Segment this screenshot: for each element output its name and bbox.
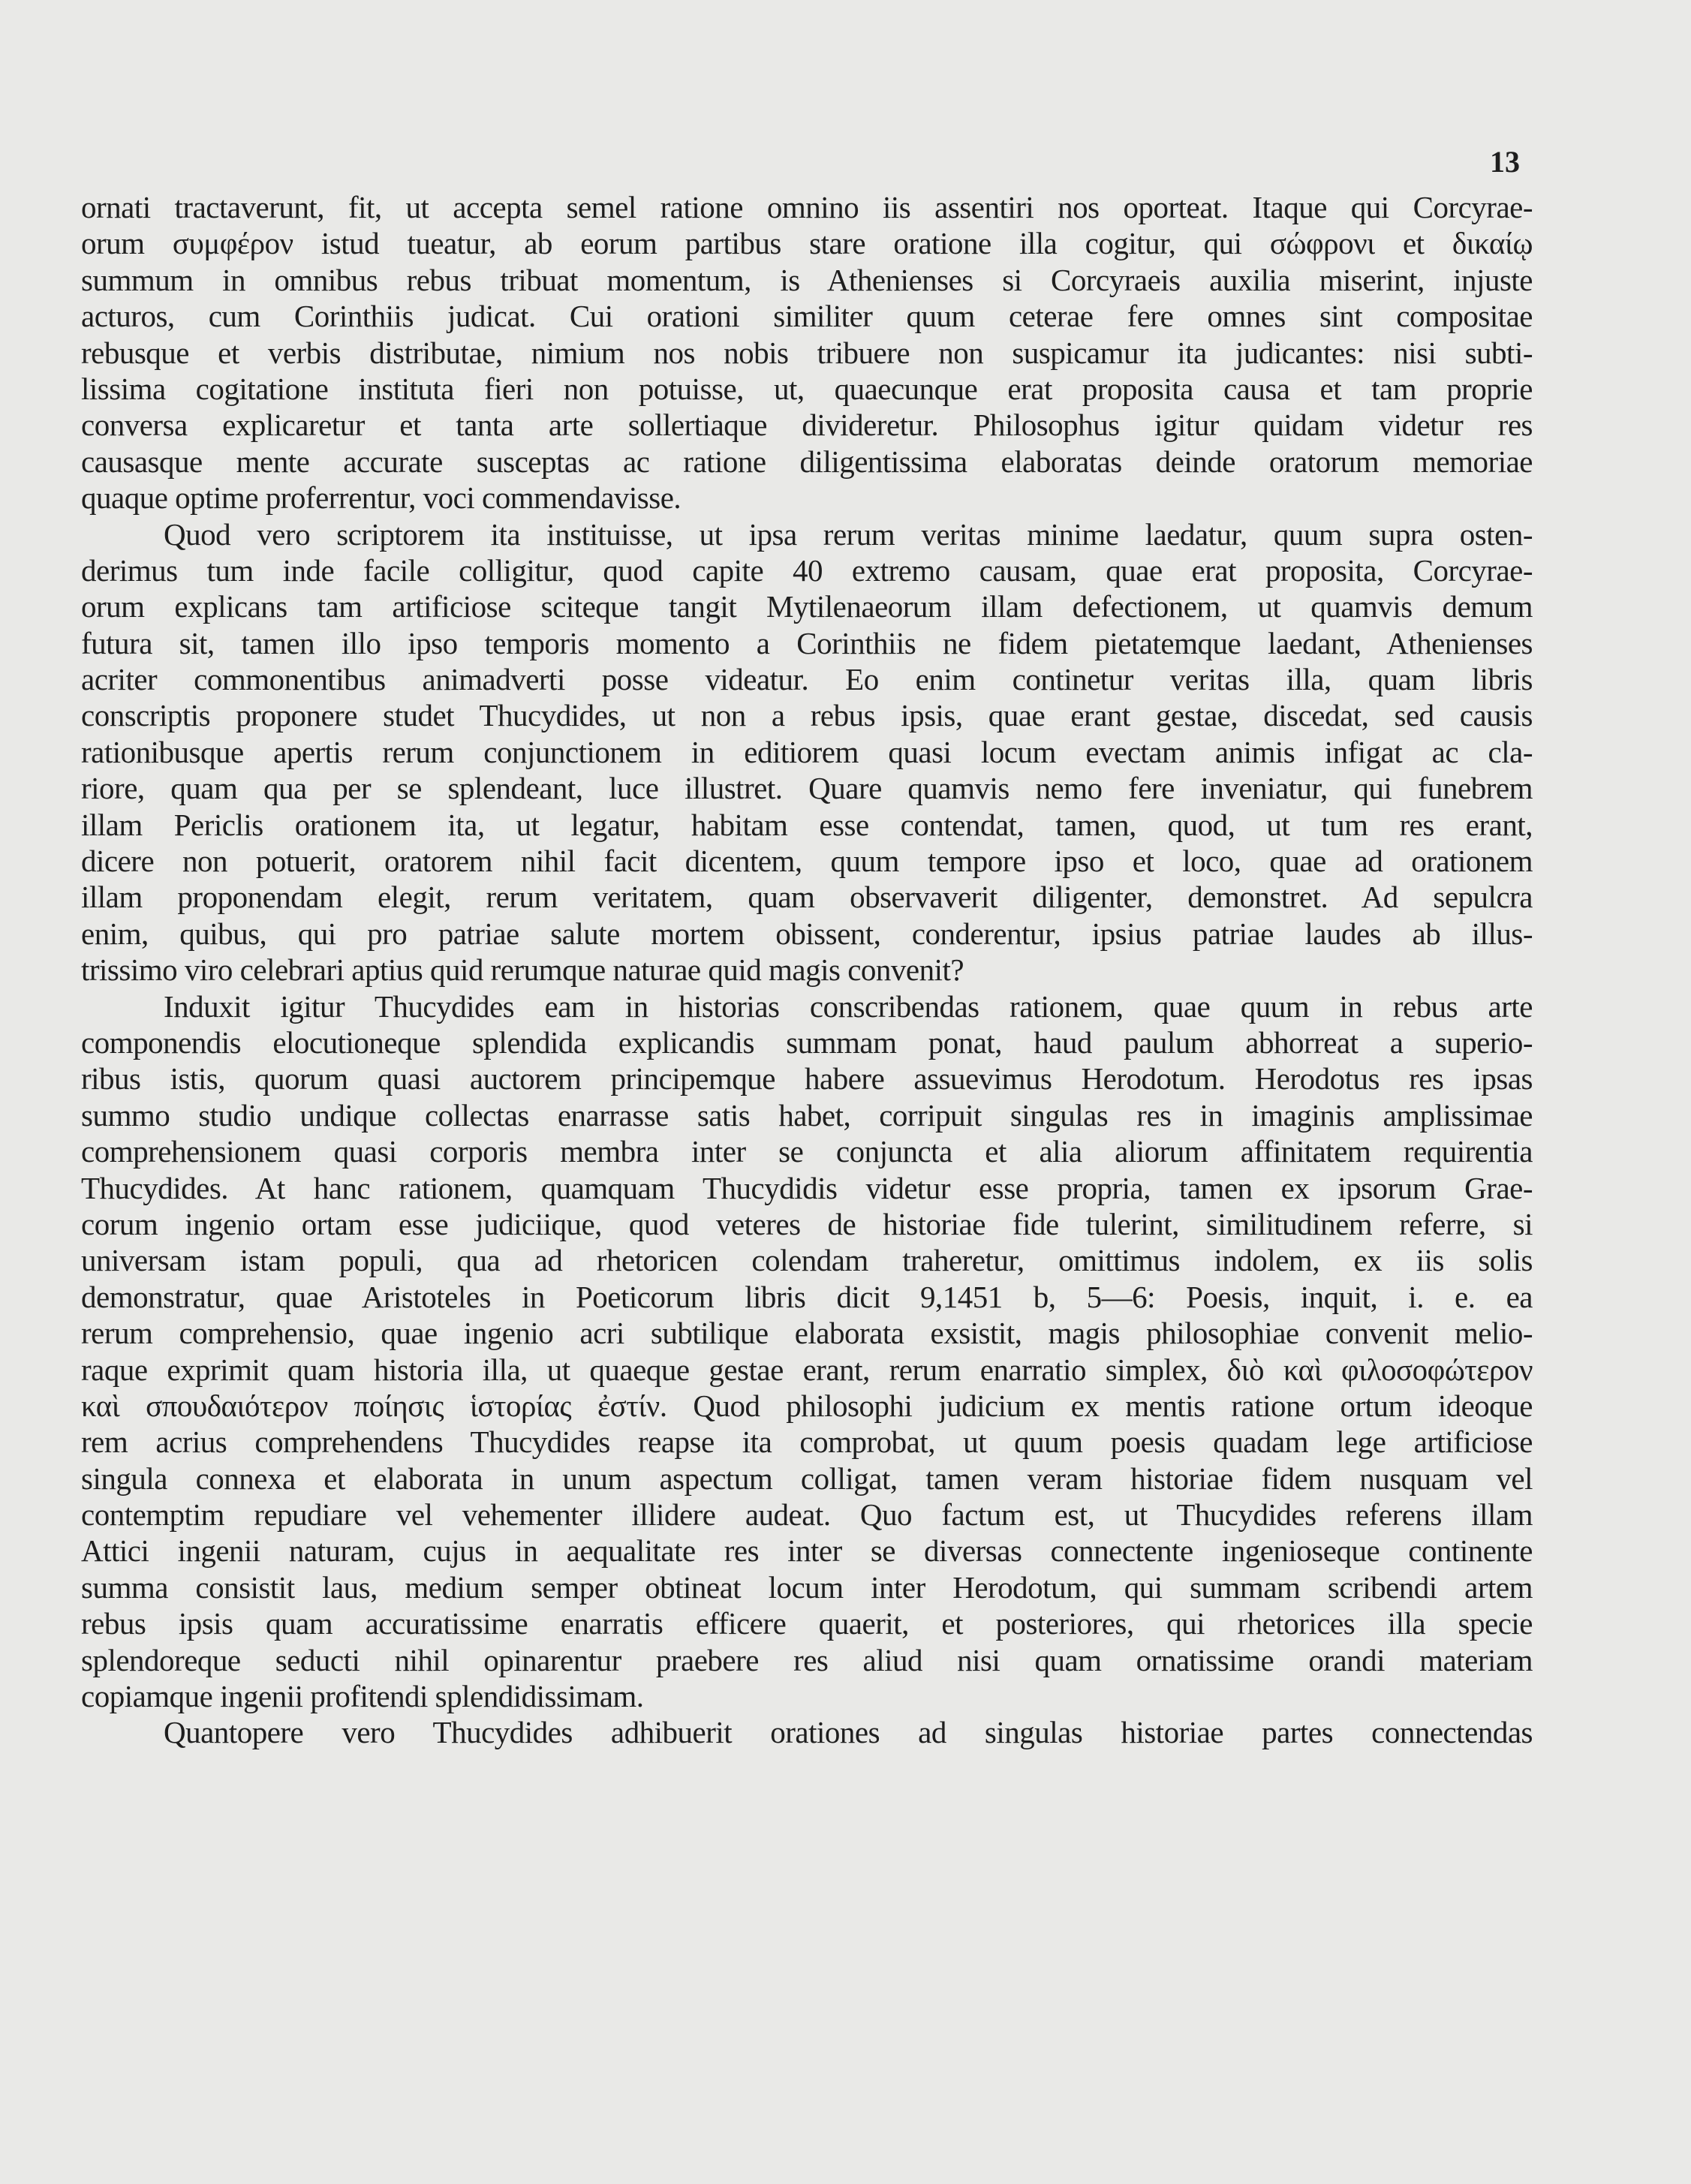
text-line: riore, quam qua per se splendeant, luce illustret. Quare quamvis nemo fere inveniatur, qui funebrem: [81, 771, 1533, 806]
text-line: lissima cogitatione instituta fieri non potuisse, ut, quaecunque erat proposita causa et tam proprie: [81, 371, 1533, 406]
text-line: futura sit, tamen illo ipso temporis momento a Corinthiis ne fidem pietatemque laedant, Athenienses: [81, 625, 1533, 660]
text-line: rem acrius comprehendens Thucydides reapse ita comprobat, ut quum poesis quadam lege artificiose: [81, 1424, 1533, 1460]
text-line: summo studio undique collectas enarrasse satis habet, corripuit singulas res in imaginis amplissimae: [81, 1097, 1533, 1133]
text-line: trissimo viro celebrari aptius quid rerumque naturae quid magis convenit?: [81, 952, 964, 988]
text-line: corum ingenio ortam esse judiciique, quod veteres de historiae fide tulerint, similitudinem referre, si: [81, 1206, 1533, 1241]
text-line: Induxit igitur Thucydides eam in historias conscribendas rationem, quae quum in rebus arte: [164, 988, 1533, 1024]
text-line: acriter commonentibus animadverti posse videatur. Eo enim continetur veritas illa, quam libris: [81, 662, 1533, 697]
text-line: orum explicans tam artificiose sciteque tangit Mytilenaeorum illam defectionem, ut quamvis demum: [81, 589, 1533, 624]
text-line: ribus istis, quorum quasi auctorem principemque habere assuevimus Herodotum. Herodotus res ipsas: [81, 1061, 1533, 1097]
text-line: rebus ipsis quam accuratissime enarratis efficere quaerit, et posteriores, qui rhetorices illa specie: [81, 1606, 1533, 1641]
paragraph: [81, 189, 1533, 516]
text-line: comprehensionem quasi corporis membra inter se conjuncta et alia aliorum affinitatem requirentia: [81, 1134, 1533, 1169]
text-line: orum συμφέρον istud tueatur, ab eorum partibus stare oratione illa cogitur, qui σώφρονι et δικαίῳ: [81, 226, 1533, 261]
text-line: acturos, cum Corinthiis judicat. Cui orationi similiter quum ceterae fere omnes sint compositae: [81, 299, 1533, 334]
text-line: universam istam populi, qua ad rhetoricen colendam traheretur, omittimus indolem, ex iis solis: [81, 1243, 1533, 1278]
page-body: [81, 189, 1533, 1751]
text-line: Attici ingenii naturam, cujus in aequalitate res inter se diversas connectente ingenioseque continente: [81, 1533, 1533, 1569]
text-line: conscriptis proponere studet Thucydides, ut non a rebus ipsis, quae erant gestae, discedat, sed causis: [81, 698, 1533, 733]
text-line: καὶ σπουδαιότερον ποίησις ἱστορίας ἐστίν. Quod philosophi judicium ex mentis ratione ortum ideoque: [81, 1388, 1533, 1423]
paragraph: [81, 1714, 1533, 1750]
text-line: rebusque et verbis distributae, nimium nos nobis tribuere non suspicamur ita judicantes: nisi subti-: [81, 335, 1533, 370]
text-line: quaque optime proferrentur, voci commendavisse.: [81, 480, 682, 516]
paragraph: [81, 516, 1533, 988]
text-line: enim, quibus, qui pro patriae salute mortem obissent, conderentur, ipsius patriae laudes ab illus-: [81, 916, 1533, 951]
text-line: ornati tractaverunt, fit, ut accepta semel ratione omnino iis assentiri nos oporteat. Itaque qui Corcyrae-: [81, 190, 1533, 224]
page-number: 13: [1490, 145, 1520, 179]
text-line: conversa explicaretur et tanta arte sollertiaque divideretur. Philosophus igitur quidam videtur res: [81, 408, 1533, 443]
text-line: rerum comprehensio, quae ingenio acri subtilique elaborata exsistit, magis philosophiae convenit melio-: [81, 1316, 1533, 1351]
text-line: Quod vero scriptorem ita instituisse, ut ipsa rerum veritas minime laedatur, quum supra osten-: [164, 516, 1533, 552]
text-line: Quantopere vero Thucydides adhibuerit orationes ad singulas historiae partes connectendas: [164, 1715, 1533, 1750]
text-line: summa consistit laus, medium semper obtineat locum inter Herodotum, qui summam scribendi artem: [81, 1569, 1533, 1605]
text-line: singula connexa et elaborata in unum aspectum colligat, tamen veram historiae fidem nusquam vel: [81, 1461, 1533, 1496]
text-line: contemptim repudiare vel vehementer illidere audeat. Quo factum est, ut Thucydides referens illam: [81, 1497, 1533, 1533]
text-line: raque exprimit quam historia illa, ut quaeque gestae erant, rerum enarratio simplex, διὸ καὶ φιλοσοφώτερον: [81, 1352, 1533, 1387]
text-line: componendis elocutioneque splendida explicandis summam ponat, haud paulum abhorreat a superio-: [81, 1024, 1533, 1060]
text-line: causasque mente accurate susceptas ac ratione diligentissima elaboratas deinde oratorum memoriae: [81, 444, 1533, 479]
text-line: dicere non potuerit, oratorem nihil facit dicentem, quum tempore ipso et loco, quae ad orationem: [81, 844, 1533, 879]
text-line: splendoreque seducti nihil opinarentur praebere res aliud nisi quam ornatissime orandi materiam: [81, 1642, 1533, 1677]
text-line: illam Periclis orationem ita, ut legatur, habitam esse contendat, tamen, quod, ut tum res erant,: [81, 807, 1533, 842]
text-line: demonstratur, quae Aristoteles in Poeticorum libris dicit 9,1451 b, 5—6: Poesis, inquit, i. e. ea: [81, 1279, 1533, 1314]
text-line: illam proponendam elegit, rerum veritatem, quam observaverit diligenter, demonstret. Ad sepulcra: [81, 880, 1533, 915]
text-line: copiamque ingenii profitendi splendidissimam.: [81, 1679, 644, 1714]
text-line: rationibusque apertis rerum conjunctionem in editiorem quasi locum evectam animis infigat ac cla-: [81, 734, 1533, 769]
text-line: summum in omnibus rebus tribuat momentum, is Athenienses si Corcyraeis auxilia miserint, injuste: [81, 262, 1533, 297]
text-line: derimus tum inde facile colligitur, quod capite 40 extremo causam, quae erat proposita, Corcyrae-: [81, 552, 1533, 588]
paragraph: [81, 988, 1533, 1715]
text-line: Thucydides. At hanc rationem, quamquam Thucydidis videtur esse propria, tamen ex ipsorum Grae-: [81, 1170, 1533, 1205]
